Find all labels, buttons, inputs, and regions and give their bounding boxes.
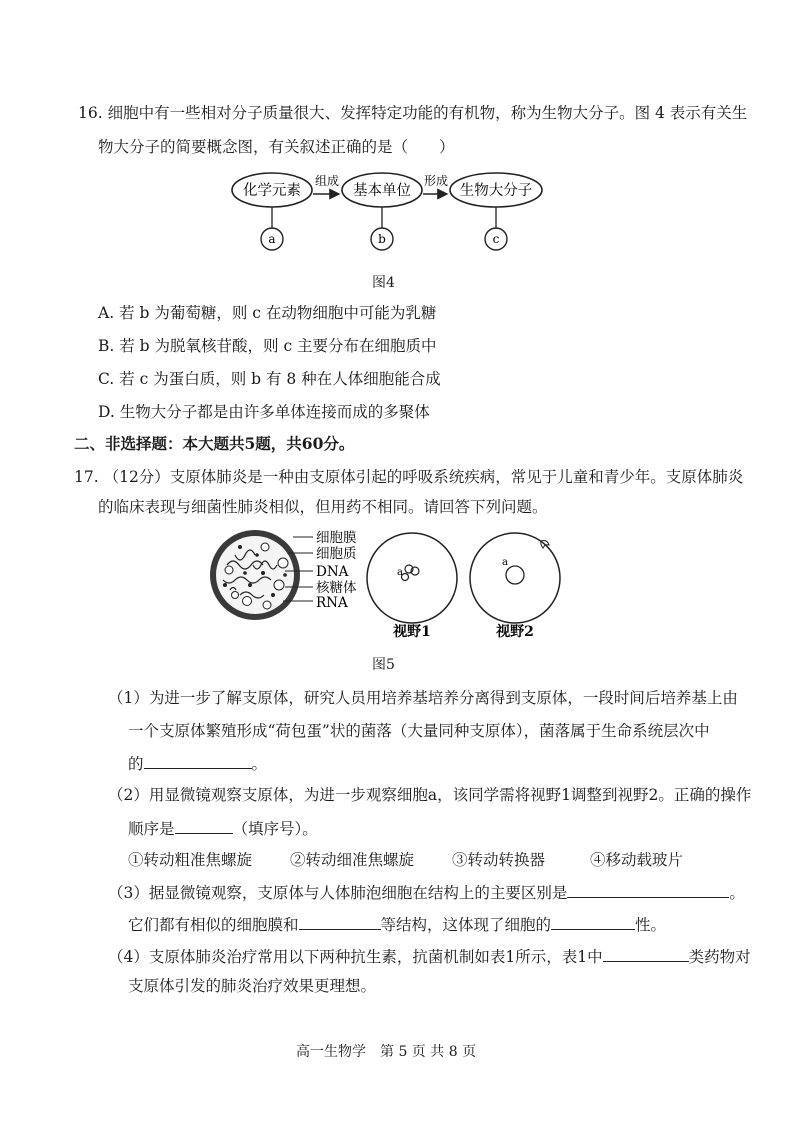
q17-stem-line1: 17. （12分）支原体肺炎是一种由支原体引起的呼吸系统疾病，常见于儿童和青少年。支原体肺炎 [74,468,744,486]
q17-part2-prefix: 顺序是 [128,820,175,838]
answer-blank-drug-class[interactable] [603,945,689,962]
figure5-caption: 图5 [372,657,395,673]
q17-part1-suffix: 。 [251,755,268,773]
label-rna: RNA [316,595,348,611]
concept-map-diagram [225,170,555,260]
q17-stem-line2: 的临床表现与细菌性肺炎相似，但用药不相同。请回答下列问题。 [98,498,548,516]
label-cytoplasm: 细胞质 [316,546,357,562]
q17-part3-prefix: （3）据显微镜观察，支原体与人体肺泡细胞在结构上的主要区别是 [108,884,568,902]
mycoplasma-figure [205,525,575,650]
answer-blank-common-structure[interactable] [299,913,381,930]
answer-blank-operation-order[interactable] [175,817,233,834]
q17-part2-line1: （2）用显微镜观察支原体，为进一步观察细胞a，该同学需将视野1调整到视野2。正确的操作 [108,786,752,804]
answer-blank-cell-property[interactable] [551,913,635,930]
q17-part3-line1 [108,881,745,903]
op-fine-focus: ②转动细准焦螺旋 [290,851,415,869]
node-elements-label: 化学元素 [243,183,301,199]
q17-part2-suffix: （填序号）。 [232,820,318,838]
q16-option-b: B. 若 b 为脱氧核苷酸，则 c 主要分布在细胞质中 [98,337,437,355]
arrow-compose-label: 组成 [314,174,340,188]
node-macromolecule-label: 生物大分子 [459,183,533,199]
q17-part3-line2-a: 它们都有相似的细胞膜和 [128,916,299,934]
q17-part4-line2: 支原体引发的肺炎治疗效果更理想。 [128,977,377,995]
figure4-caption: 图4 [372,275,395,291]
q16-option-a: A. 若 b 为葡萄糖，则 c 在动物细胞中可能为乳糖 [98,304,437,322]
label-dna: DNA [316,564,349,580]
q17-part4-suffix: 类药物对 [688,948,751,966]
sub-a-label: a [268,232,276,246]
op-nosepiece: ③转动转换器 [452,851,546,869]
q16-option-c: C. 若 c 为蛋白质，则 b 有 8 种在人体细胞能合成 [98,370,441,388]
sub-b-label: b [378,232,386,246]
q17-part3-suffix: 。 [729,884,745,902]
q17-part1-line3 [128,752,267,774]
op-move-slide: ④移动载玻片 [590,851,684,869]
q16-stem-line1: 16. 细胞中有一些相对分子质量很大、发挥特定功能的有机物，称为生物大分子。图 4 表示有关生 [78,104,748,122]
mycoplasma-cell-drawing [210,530,300,620]
label-cell-membrane: 细胞膜 [316,530,357,546]
arrow-form-label: 形成 [423,174,449,188]
q17-part3-line2-c: 性。 [635,916,667,934]
view-field-1-label: 视野1 [393,624,431,640]
q17-part3-line2-b: 等结构，这体现了细胞的 [380,916,552,934]
section2-heading: 二、非选择题：本大题共5题，共60分。 [74,434,355,453]
op-coarse-focus: ①转动粗准焦螺旋 [128,851,253,869]
q17-part1-prefix: 的 [128,755,144,773]
q17-part4-line1 [108,945,751,967]
node-unit-label: 基本单位 [353,183,411,199]
sub-c-label: c [492,232,500,246]
view-field-2-circle [470,533,560,623]
answer-blank-main-difference[interactable] [567,881,729,898]
q17-part3-line2 [128,913,666,935]
q17-part2-line2 [128,817,318,839]
q16-stem-line2: 物大分子的简要概念图，有关叙述正确的是（ ） [98,138,455,156]
q16-option-d: D. 生物大分子都是由许多单体连接而成的多聚体 [98,403,430,421]
page-footer: 高一生物学 第 5 页 共 8 页 [296,1044,477,1060]
view-field-2-label: 视野2 [496,624,534,640]
q17-part4-prefix: （4）支原体肺炎治疗常用以下两种抗生素，抗菌机制如表1所示，表1中 [108,948,603,966]
view2-cell-a-label: a [502,557,508,568]
label-ribosome: 核糖体 [316,580,357,596]
view1-cell-a-label: a [397,567,403,578]
view-field-1-circle [367,533,457,623]
q17-part1-line1: （1）为进一步了解支原体，研究人员用培养基培养分离得到支原体，一段时间后培养基上由 [108,689,738,707]
answer-blank-life-level[interactable] [144,752,252,769]
q17-part1-line2: 一个支原体繁殖形成“荷包蛋”状的菌落（大量同种支原体），菌落属于生命系统层次中 [128,722,710,740]
